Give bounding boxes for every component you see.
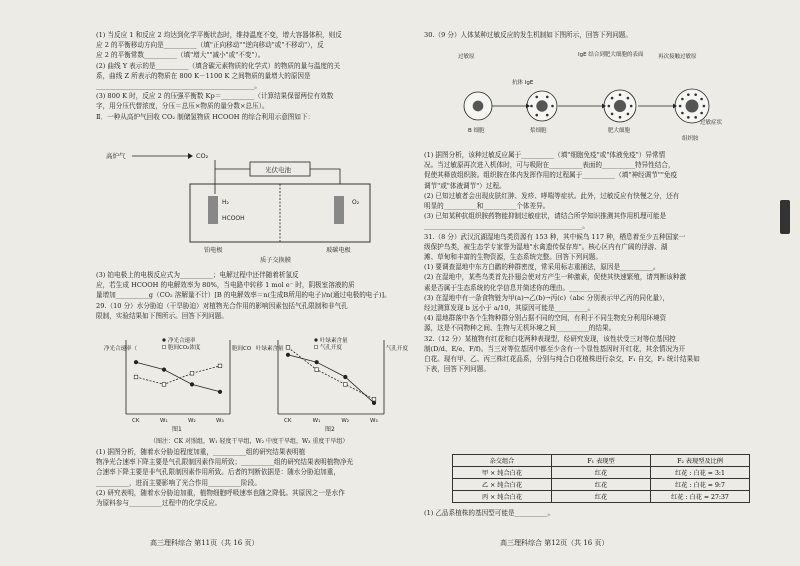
granule [630, 105, 633, 108]
granule [700, 98, 703, 101]
text-line: (2) 已知过敏者会出现皮肤红肿、发疹、哮喘等症状。此外，过敏反应有快慢之分，还有 [424, 191, 680, 200]
x-tick-label: W₁ [160, 418, 168, 424]
text-line: 量增加__________g（CO₂ 溶解量不计）[B 的电解效率＝n(生成B所用的电子)/n(通过电极的电子)]。 [96, 291, 391, 300]
chart-note: （图注：CK 对照组，W₁ 轻度干旱组，W₂ 中度干旱组，W₃ 重度干旱组） [150, 438, 349, 445]
granule [700, 112, 703, 115]
right-column [424, 30, 742, 40]
plasma-cell-nucleus [536, 100, 547, 111]
carbon-label: 玻碳电极 [326, 247, 351, 254]
text-line: 系，曲线 Z 所表示的物质在 800 K－1100 K 之间物质的量增大的原因是 [96, 71, 311, 80]
text-line: 32.（12 分）某植物有红花和白花两种表现型，经研究发现，该性状受三对等位基因控 [424, 334, 676, 343]
granule [679, 105, 682, 108]
text-line: 限制，实验结果如下图所示。回答下列问题。 [96, 311, 228, 320]
footer-left: 高三理科综合 第11页（共 16 页） [150, 539, 259, 547]
text-line: (3) 已知某种抗组织胺药物能抑制过敏症状，请结合所学知识推测其作用机理可能是 [424, 212, 667, 221]
table-cell: 丙 × 纯合白花 [453, 491, 552, 503]
granule [546, 96, 549, 99]
mast-cell-nucleus [614, 100, 626, 112]
text-line: 素是否属于生态系统的化学信息并简述你的理由。__________ [424, 283, 603, 292]
data-point [344, 375, 348, 379]
text-line: (3) 在湿地中有一条食物链为甲(a)→乙(b)→丙(c)（abc 分别表示甲乙丙的同化量）， [424, 293, 670, 302]
granule [694, 93, 697, 96]
legend-marker [163, 346, 166, 349]
right-block-a [424, 30, 742, 40]
legend-label: 叶绿素含量 [320, 338, 348, 344]
hcooh-label: HCOOH [222, 215, 245, 222]
text-line: 30.（9 分）人体某种过敏反应的发生机制如下图所示，回答下列问题。 [424, 31, 632, 39]
granule [687, 116, 690, 119]
allergy-diagram [430, 44, 740, 144]
table-cell: 红花 : 白花 = 9:7 [651, 479, 750, 491]
right-block-b [424, 150, 742, 374]
o2-label: O₂ [352, 199, 360, 206]
binding-marker [780, 200, 790, 234]
text-line: (1) 据图分析，随着水分胁迫程度加重，__________组的研究结果表明植 [96, 448, 306, 456]
diagram-label: 肥大细胞 [608, 128, 631, 134]
granule [619, 94, 622, 97]
right-column-c [424, 508, 742, 518]
text-line: (2) 研究表明，随着水分胁迫加重，植物细胞呼吸速率也随之降低。其原因之一是水作 [96, 488, 345, 497]
series-line [288, 355, 374, 403]
data-point [218, 390, 222, 394]
b-cell-nucleus [473, 101, 484, 112]
diagram-label: 再次接触过敏原 [658, 54, 697, 60]
text-line: 源，这是不同物种之间、生物与无机环境之间__________的结果。 [424, 324, 616, 333]
diagram-label: 抗体 IgE [512, 80, 534, 86]
text-line: (1) 要调查湿地中东方白鹳的种群密度，常采用标志重捕法，原因是__________。 [424, 263, 660, 272]
text-line: 级保护鸟类，被生态学专家誉为湿地"水禽遗传保存库"。核心区内有广阔的浮游、湖 [424, 242, 668, 251]
data-point [286, 346, 290, 350]
pv-label: 光伏电池 [265, 166, 291, 174]
left-block-c [96, 447, 406, 508]
table-cell: 红花 [552, 491, 651, 503]
text-line: 况。当过敏原再次进入机体时，可与吸附在__________表面的__________特异性结合， [424, 161, 675, 170]
x-tick-label: W₃ [370, 418, 378, 424]
diagram-label: 浆细胞 [530, 128, 547, 134]
x-tick-label: W₃ [216, 418, 224, 424]
text-line: ________________________________________________。 [96, 82, 261, 91]
left-column-c [96, 447, 406, 508]
table-cell: 红花 : 白花 = 27:37 [651, 491, 750, 503]
text-line: (3) 800 K 时，反应 2 的压强平衡数 Kp＝__________（计算结果保留两位有效数 [96, 92, 334, 101]
series-line [136, 366, 220, 385]
left-block-b [96, 270, 406, 321]
granule [546, 114, 549, 117]
text-line: 物净光合速率下降主要是气孔限制因素作用所致；__________组的研究结果表明植物净光 [96, 458, 354, 467]
right-column-b [424, 150, 742, 374]
table-cell: 红花 : 白花 = 3:1 [651, 467, 750, 479]
diagram-label: 组织胺 [682, 136, 699, 142]
h2-label: H₂ [222, 199, 229, 206]
text-line: 应 2 的平衡常数__________（填"增大""减小"或"不变"）。 [96, 51, 265, 60]
electrolysis-diagram [100, 124, 400, 264]
y-axis-right-label: 胞间CO [232, 346, 252, 352]
text-line: 字，用分压代替浓度，分压＝总压×物质的量分数×总压）。 [96, 102, 269, 111]
gas-label: 高炉气 [106, 152, 126, 160]
legend-label: 胞间CO₂浓度 [168, 345, 201, 351]
legend-marker [314, 338, 317, 341]
text-line: 滩、草甸和丰富的生物资源，生态系统完整。回答下列问题。 [424, 253, 603, 262]
text-line: (1) 乙品系植株的基因型可能是__________。 [424, 509, 555, 517]
table-cell: 甲 × 纯合白花 [453, 467, 552, 479]
table-header: F₁ 表现型 [552, 455, 651, 467]
data-point [134, 360, 138, 364]
x-tick-label: W₂ [341, 418, 349, 424]
text-line: 经过测算发现 b 远小于 a/10，其原因可能是__________。 [424, 304, 595, 313]
legend-marker [162, 338, 165, 341]
x-tick-label: CK [132, 418, 140, 424]
x-tick-label: W₁ [312, 418, 321, 424]
text-line: (4) 湿地群落中各个生物种群分别占据不同的空间，有利于不同生物充分利用环境资 [424, 314, 667, 323]
table-row [453, 467, 750, 479]
diagram-label: 过敏症状 [700, 120, 723, 126]
granule [703, 105, 706, 108]
text-line: 为原料参与__________过程中的化学反应。 [96, 499, 222, 508]
data-point [315, 368, 319, 372]
granule [681, 98, 684, 101]
text-line: 促使其释放组织胺。组织胺在体内发挥作用的过程属于__________（填"神经调节""免疫 [424, 171, 678, 180]
text-line: Ⅱ．一种从高炉气回收 CO₂ 制储氢物质 HCOOH 的综合利用示意图如下： [96, 112, 315, 121]
text-line: 31.（8 分）武汉沉湖湿地鸟类资源有 153 种，其中候鸟 117 种，栖息着至少五种国家一 [424, 232, 686, 241]
chart-title: 图2 [325, 426, 335, 433]
x-tick-label: CK [284, 418, 292, 424]
cross-table [452, 454, 750, 503]
data-point [344, 383, 348, 387]
text-line: __________，进而主要影响了光合作用__________阶段。 [96, 478, 261, 487]
allergy-diagram-content [458, 50, 723, 142]
granule [619, 116, 622, 119]
diagram-label: IgE 结合到肥大细胞的表面 [578, 52, 644, 58]
granule [687, 93, 690, 96]
table-header-row [453, 455, 750, 467]
text-line: (3) 铂电极上的电极反应式为__________；电解过程中还伴随着析氢反 [96, 271, 299, 279]
mast-cell-reacting-nucleus [686, 100, 699, 113]
pt-label: 铂电极 [204, 247, 223, 254]
y-axis-label: 净光合速率（ [104, 346, 138, 352]
legend-label: 净光合速率 [168, 338, 196, 344]
granule [627, 97, 630, 100]
legend-label: 气孔开度 [320, 345, 343, 351]
table-row [453, 491, 750, 503]
data-point [134, 375, 138, 379]
granule [551, 105, 554, 108]
table-cell: 红花 [552, 467, 651, 479]
text-line: 明显的__________和__________个体差异。 [424, 202, 550, 211]
granule [530, 105, 533, 108]
x-tick-label: W₂ [188, 418, 196, 424]
granule [694, 116, 697, 119]
text-line: (1) 当反应 1 和反应 2 均达到化学平衡状态时，维持温度不变，增大容器体积，则反 [96, 31, 342, 39]
data-point [162, 383, 166, 387]
granule [611, 113, 614, 116]
left-column [96, 30, 406, 122]
table-header: 杂交组合 [453, 455, 552, 467]
text-line: (2) 曲线 Y 表示的是__________（填含碳元素物质的化学式）的物质的量与温度的关 [96, 61, 341, 70]
table-row [453, 479, 750, 491]
granule [611, 97, 614, 100]
wire-left [215, 160, 250, 169]
diagram-label: 过敏原 [458, 54, 475, 60]
data-point [286, 353, 290, 357]
data-point [162, 368, 166, 372]
data-point [372, 401, 376, 405]
chart-title: 图1 [172, 426, 182, 433]
granule [535, 114, 538, 117]
chart-1 [100, 322, 252, 438]
granule [608, 105, 611, 108]
membrane-label: 质子交换膜 [260, 257, 291, 264]
text-line: (2) 在湿地中，某些鸟类首先扑翅会使对方产生一种激素，促使其快速繁殖，请判断该种激 [424, 273, 686, 282]
left-block-a [96, 30, 406, 122]
wire-right [310, 169, 340, 184]
y-axis-label: 叶绿素含量 [256, 346, 284, 352]
gas-arrowhead [188, 153, 193, 159]
carbon-electrode [334, 196, 344, 224]
data-point [218, 364, 222, 368]
text-line: 应 2 的平衡移动方向是__________（填"正向移动""逆向移动"或"不移动"），反 [96, 41, 324, 50]
pt-electrode [208, 196, 218, 224]
table-header: F₂ 表现型及比例 [651, 455, 750, 467]
text-line: ________________________________________________。 [424, 222, 589, 231]
data-point [190, 383, 194, 387]
data-point [315, 360, 319, 364]
text-line: 合速率下降主要是非气孔限制因素作用所致。后者的判断依据是：随水分胁迫加重， [96, 468, 340, 477]
text-line: 调节"或"体液调节"）过程。 [424, 181, 506, 190]
data-point [190, 372, 194, 376]
table-cell: 乙 × 纯合白花 [453, 479, 552, 491]
legend-marker [315, 346, 318, 349]
table-cell: 红花 [552, 479, 651, 491]
chart-2 [252, 322, 409, 438]
series-line [136, 362, 220, 392]
right-block-c [424, 508, 742, 518]
footer-right: 高三理科综合 第12页（共 16 页） [500, 539, 609, 547]
left-column-b [96, 270, 406, 321]
text-line: 下表，回答下列问题。 [424, 365, 490, 374]
diagram-label: B 细胞 [468, 128, 485, 134]
granule [535, 96, 538, 99]
y-axis-right-label: 气孔开度 [386, 346, 409, 352]
text-line: 29.（10 分）水分胁迫（干旱胁迫）对植物光合作用的影响因素包括气孔限制和非气孔 [96, 301, 348, 310]
co2-label: CO₂ [196, 152, 209, 160]
text-line: 制(D/d、E/e、F/f)。当三对等位基因中都至少含有一个显性基因时开红花，其余情况为开 [424, 344, 686, 353]
text-line: 应，若生成 HCOOH 的电解效率为 80%，当电路中转移 1 mol e⁻ 时，阴极室溶液的质 [96, 281, 355, 290]
granule [627, 113, 630, 116]
text-line: (1) 据图分析，该种过敏反应属于__________（填"细胞免疫"或"体液免疫"）异常情 [424, 151, 666, 159]
text-line: 白花。现有甲、乙、丙三株红花品系，分别与纯合白花植株进行杂交，F₁ 自交，F₂ 统计结果如 [424, 355, 700, 364]
data-point [372, 397, 376, 401]
granule [681, 112, 684, 115]
